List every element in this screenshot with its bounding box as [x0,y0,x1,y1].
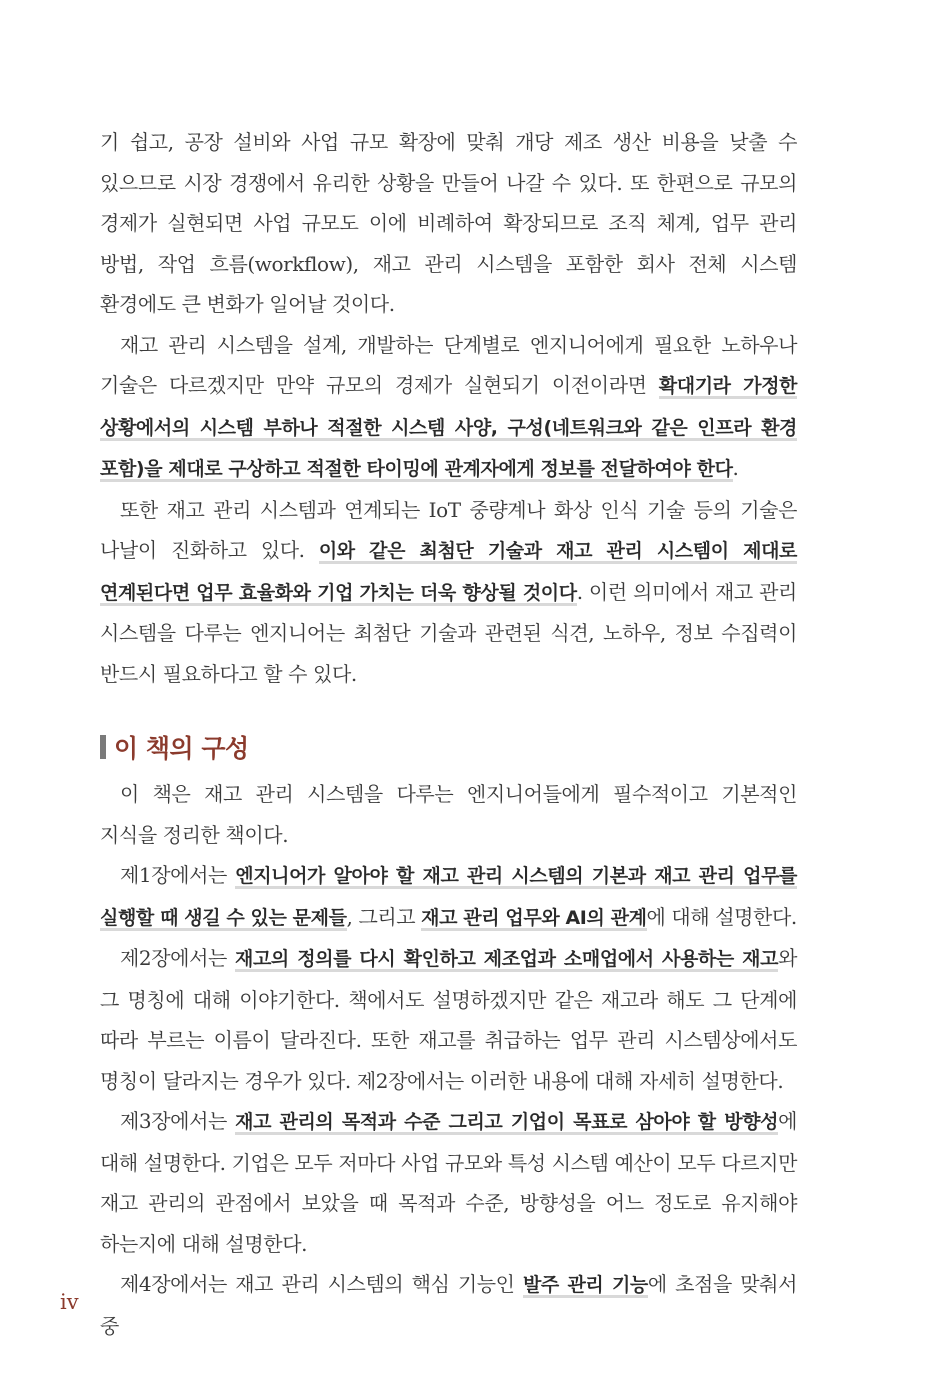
highlighted-text: 엔지니어가 알아야 할 재고 관리 시스템의 기본과 재고 관리 업무를 실행할 때 생길 수 있는 문제들 [100,865,797,929]
section-title: 이 책의 구성 [114,734,249,763]
text-run: 에 대해 설명한다. 기업은 모두 저마다 사업 규모와 특성 시스템 예산이 모두 다르지만 재고 관리의 관점에서 보았을 때 목적과 수준, 방향성을 어느 정도로 유지해야 하는지에 대해 설명한다. [100,1109,797,1256]
text-run: 제4장에서는 재고 관리 시스템의 핵심 기능인 [120,1272,523,1296]
highlighted-text: 이와 같은 최첨단 기술과 재고 관리 시스템이 제대로 연계된다면 업무 효율화와 기업 가치는 더욱 향상될 것이다 [100,540,797,604]
text-run: 제2장에서는 [120,946,235,970]
text-run: 에 대해 설명한다. [646,904,797,929]
paragraph [100,938,797,1101]
text-run: 제1장에서는 [120,863,236,887]
text-run: 또한 재고 관리 시스템과 연계되는 IoT 중량계나 화상 인식 기술 등의 기술은 나날이 진화하고 있다. [100,497,797,562]
paragraph [100,122,797,325]
text-run: 에 초점을 맞춰서 중 [100,1272,797,1338]
highlighted-text: 확대기라 가정한 상황에서의 시스템 부하나 적절한 시스템 사양, 구성(네트워크와 같은 인프라 환경 포함)을 제대로 구상하고 적절한 타이밍에 관계자에게 정보를 전달하여야 한다 [100,375,797,480]
paragraph [100,855,797,938]
paragraph [100,490,797,695]
highlighted-text: 재고의 정의를 다시 확인하고 제조업과 소매업에서 사용하는 재고 [235,948,779,970]
text-run: 제3장에서는 [120,1109,236,1133]
highlighted-text: 재고 관리의 목적과 수준 그리고 기업이 목표로 삼아야 할 방향성 [235,1111,779,1133]
text-run: . [732,456,739,480]
text-run: 기 쉽고, 공장 설비와 사업 규모 확장에 맞춰 개당 제조 생산 비용을 낮출 수 있으므로 시장 경쟁에서 유리한 상황을 만들어 나갈 수 있다. 또 한편으로 규모의 경제가 실현되면 사업 규모도 이에 비례하여 확장되므로 조직 체계, 업무 관리 방법, 작업 흐름(workflow), 재고 관리 시스템을 포함한 회사 전체 시스템 환경에도 큰 변화가 일어날 것이다. [100,130,798,316]
section-heading [100,724,797,770]
paragraph [100,1101,797,1264]
text-run: , 그리고 [346,904,422,929]
text-run: . 이런 의미에서 재고 관리 시스템을 다루는 엔지니어는 최첨단 기술과 관련된 식견, 노하우, 정보 수집력이 반드시 필요하다고 할 수 있다. [100,579,797,686]
highlighted-text: 재고 관리 업무와 AI의 관계 [421,906,647,929]
paragraph [100,1264,797,1346]
highlighted-text: 발주 관리 기능 [522,1274,648,1296]
section-marker [100,735,106,759]
text-run: 재고 관리 시스템을 설계, 개발하는 단계별로 엔지니어에게 필요한 노하우나 기술은 다르겠지만 만약 규모의 경제가 실현되기 이전이라면 [100,332,797,397]
section-text [100,774,797,1346]
text-run: 이 책은 재고 관리 시스템을 다루는 엔지니어들에게 필수적이고 기본적인 지식을 정리한 책이다. [100,782,797,847]
page-body [100,122,797,1346]
text-run: 와 그 명칭에 대해 이야기한다. 책에서도 설명하겠지만 같은 재고라 해도 그 단계에 따라 부르는 이름이 달라진다. 또한 재고를 취급하는 업무 관리 시스템상에서도 명칭이 달라지는 경우가 있다. 제2장에서는 이러한 내용에 대해 자세히 설명한다. [100,946,797,1093]
page-number: iv [60,1290,79,1314]
intro-text [100,122,797,694]
paragraph [100,774,797,855]
paragraph [100,325,797,490]
